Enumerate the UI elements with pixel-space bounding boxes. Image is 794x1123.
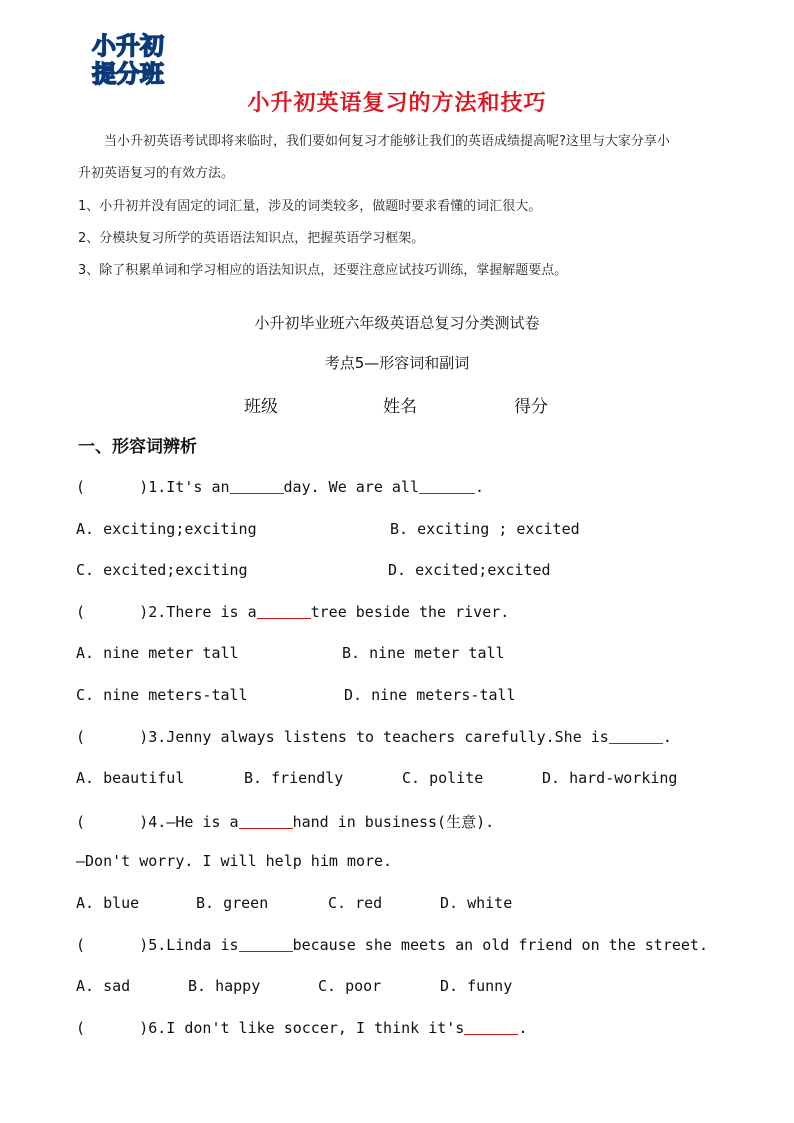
answer-blank (257, 604, 311, 619)
name-field-label: 姓名 (383, 397, 417, 417)
option-c: C. nine meters-tall (76, 686, 248, 704)
option-a: A. beautiful (76, 769, 185, 787)
question-5: ( )5.Linda is because she meets an old friend on the street. (76, 936, 708, 954)
question-4-reply: —Don't worry. I will help him more. (76, 852, 393, 870)
question-3: ( )3.Jenny always listens to teachers carefully.She is . (76, 728, 672, 746)
tip-3: 3、除了积累单词和学习相应的语法知识点，还要注意应试技巧训练，掌握解题要点。 (78, 263, 568, 278)
answer-blank (464, 1020, 518, 1035)
tip-2: 2、分模块复习所学的英语语法知识点，把握英语学习框架。 (78, 231, 425, 246)
answer-paren: ( ) (76, 813, 149, 831)
option-d: D. excited;excited (388, 561, 551, 579)
test-subtitle: 考点5—形容词和副词 (324, 354, 470, 372)
tip-1: 1、小升初并没有固定的词汇量，涉及的词类较多，做题时要求看懂的词汇很大。 (78, 199, 542, 214)
option-c: C. red (328, 894, 383, 912)
intro-paragraph-cont: 升初英语复习的有效方法。 (78, 166, 235, 181)
answer-blank (239, 937, 293, 952)
answer-paren: ( ) (76, 936, 149, 954)
option-c: C. polite (402, 769, 484, 787)
option-b: B. nine meter tall (342, 644, 505, 662)
option-d: D. nine meters-tall (344, 686, 516, 704)
answer-blank (419, 479, 475, 494)
intro-paragraph: 当小升初英语考试即将来临时，我们要如何复习才能够让我们的英语成绩提高呢?这里与大家分享小 (104, 134, 670, 149)
answer-paren: ( ) (76, 1019, 149, 1037)
option-b: B. happy (188, 977, 261, 995)
logo-line1: 小升初 (92, 32, 164, 60)
question-2: ( )2.There is a tree beside the river. (76, 603, 510, 621)
test-title: 小升初毕业班六年级英语总复习分类测试卷 (254, 314, 540, 332)
answer-blank (609, 729, 663, 744)
option-b: B. green (196, 894, 269, 912)
option-c: C. poor (318, 977, 382, 995)
option-a: A. nine meter tall (76, 644, 239, 662)
answer-blank (230, 479, 284, 494)
page-title: 小升初英语复习的方法和技巧 (247, 91, 547, 116)
score-field-label: 得分 (514, 397, 548, 417)
logo-line2: 提分班 (92, 60, 164, 88)
answer-paren: ( ) (76, 603, 149, 621)
option-a: A. sad (76, 977, 131, 995)
section-heading: 一、形容词辨析 (78, 437, 197, 457)
option-a: A. exciting;exciting (76, 520, 257, 538)
question-1: ( )1.It's an day. We are all . (76, 478, 485, 496)
option-b: B. friendly (244, 769, 344, 787)
option-b: B. exciting ; excited (390, 520, 580, 538)
answer-blank (239, 814, 293, 829)
option-d: D. funny (440, 977, 513, 995)
option-c: C. excited;exciting (76, 561, 248, 579)
option-a: A. blue (76, 894, 140, 912)
option-d: D. white (440, 894, 513, 912)
option-d: D. hard-working (542, 769, 678, 787)
class-field-label: 班级 (244, 397, 278, 417)
question-6: ( )6.I don't like soccer, I think it's . (76, 1019, 528, 1037)
promo-logo (70, 24, 188, 94)
answer-paren: ( ) (76, 478, 149, 496)
question-4: ( )4.—He is a hand in business(生意). (76, 813, 495, 831)
answer-paren: ( ) (76, 728, 149, 746)
student-info-fields (0, 392, 794, 416)
